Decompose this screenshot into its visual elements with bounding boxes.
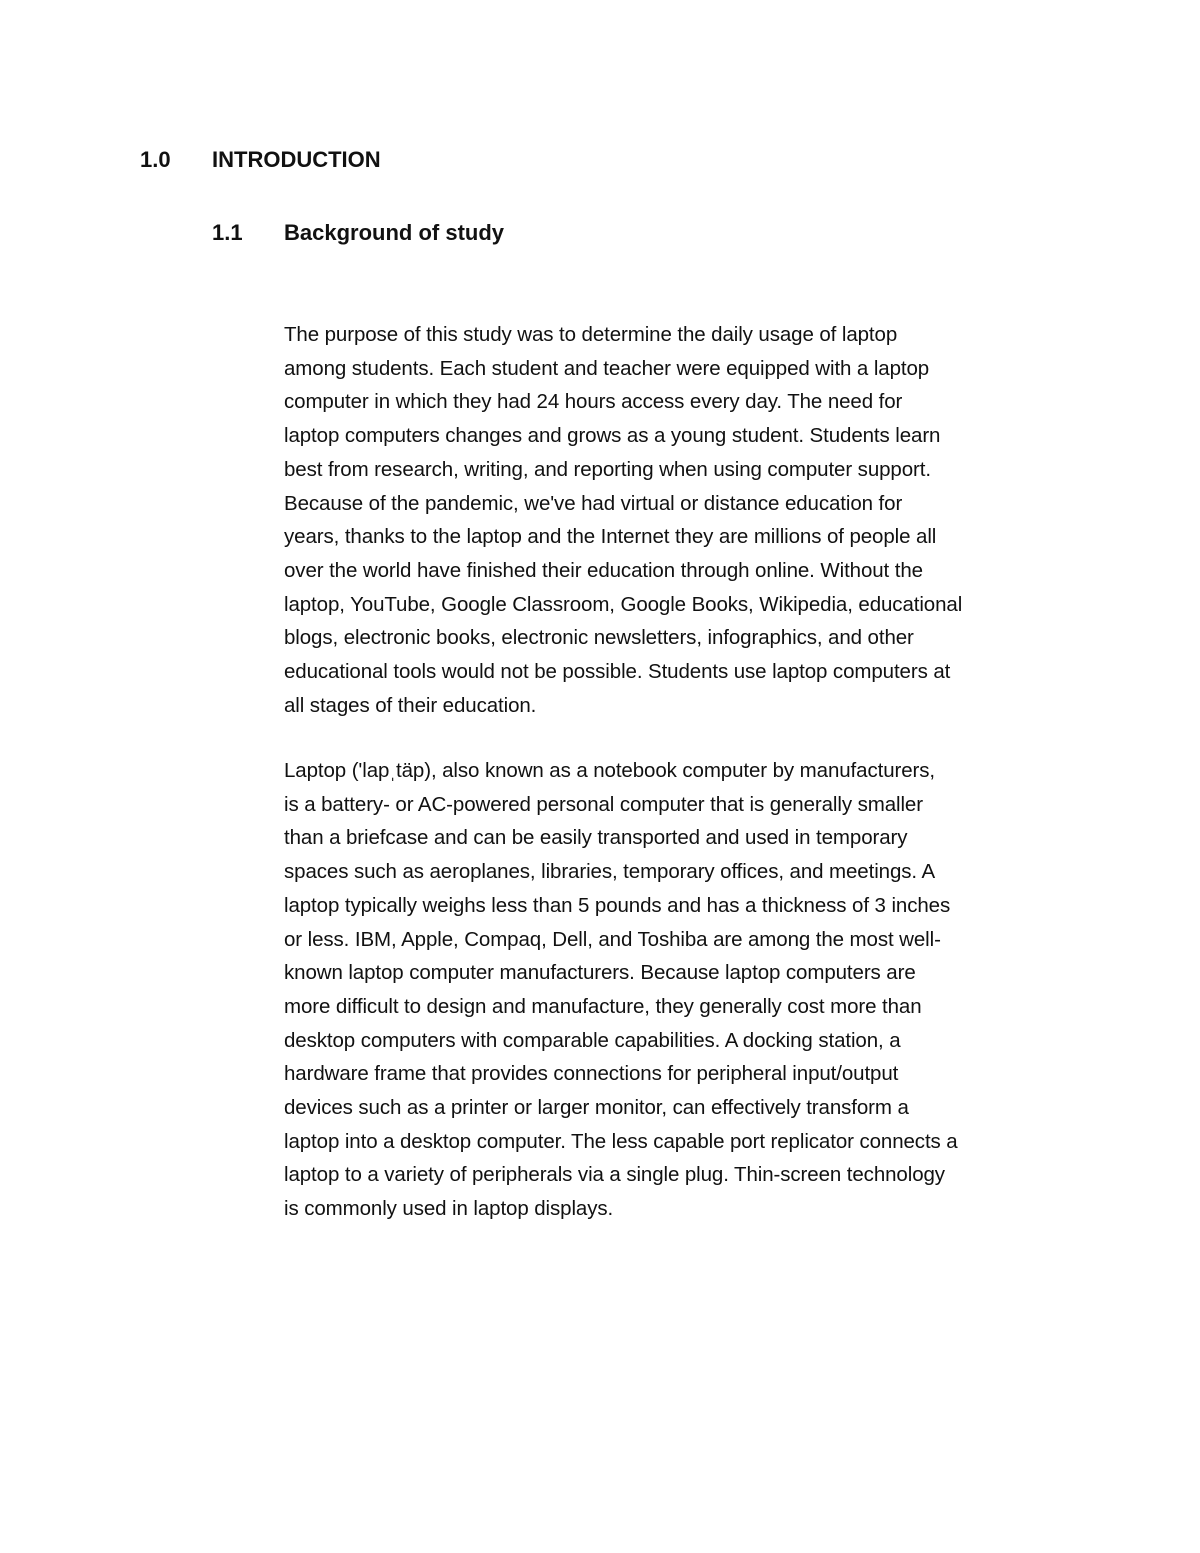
paragraph-line: educational tools would not be possible. Students use laptop computers at: [284, 660, 951, 684]
paragraph-line: hardware frame that provides connections for peripheral input/output: [284, 1062, 899, 1086]
paragraph-purpose: [284, 318, 1074, 722]
subsection-title: Background of study: [284, 220, 505, 245]
paragraph-line: Laptop ('lapˌtäp), also known as a notebook computer by manufacturers,: [284, 759, 936, 782]
paragraph-line: years, thanks to the laptop and the Internet they are millions of people all: [284, 525, 937, 549]
paragraph-line: all stages of their education.: [284, 693, 537, 717]
section-title: INTRODUCTION: [212, 147, 381, 172]
paragraph-line: laptop computers changes and grows as a young student. Students learn: [284, 424, 941, 448]
paragraph-line: Because of the pandemic, we've had virtual or distance education for: [284, 491, 903, 515]
paragraph-line: more difficult to design and manufacture, they generally cost more than: [284, 994, 922, 1018]
paragraph-line: best from research, writing, and reporting when using computer support.: [284, 457, 931, 481]
paragraph-laptop-definition: [284, 754, 1074, 1226]
paragraph-line: spaces such as aeroplanes, libraries, temporary offices, and meetings. A: [284, 860, 936, 884]
paragraph-line: computer in which they had 24 hours access every day. The need for: [284, 390, 903, 414]
paragraph-line: devices such as a printer or larger monitor, can effectively transform a: [284, 1096, 909, 1120]
paragraph-line: among students. Each student and teacher were equipped with a laptop: [284, 356, 930, 380]
paragraph-line: laptop into a desktop computer. The less capable port replicator connects a: [284, 1129, 958, 1153]
paragraph-line: over the world have finished their education through online. Without the: [284, 558, 923, 582]
paragraph-line: is a battery- or AC-powered personal computer that is generally smaller: [284, 792, 923, 816]
paragraph-line: desktop computers with comparable capabilities. A docking station, a: [284, 1028, 901, 1052]
paragraph-line: laptop typically weighs less than 5 pounds and has a thickness of 3 inches: [284, 893, 951, 917]
paragraph-line: or less. IBM, Apple, Compaq, Dell, and Toshiba are among the most well-: [284, 927, 941, 951]
paragraph-line: blogs, electronic books, electronic newsletters, infographics, and other: [284, 626, 914, 650]
paragraph-line: is commonly used in laptop displays.: [284, 1197, 614, 1221]
section-number: 1.0: [140, 147, 171, 172]
paragraph-line: laptop to a variety of peripherals via a single plug. Thin-screen technology: [284, 1163, 945, 1187]
paragraph-line: The purpose of this study was to determine the daily usage of laptop: [284, 323, 898, 346]
paragraph-line: than a briefcase and can be easily transported and used in temporary: [284, 826, 908, 850]
subsection-number: 1.1: [212, 220, 243, 245]
paragraph-line: known laptop computer manufacturers. Because laptop computers are: [284, 961, 916, 985]
paragraph-line: laptop, YouTube, Google Classroom, Google Books, Wikipedia, educational: [284, 592, 963, 616]
